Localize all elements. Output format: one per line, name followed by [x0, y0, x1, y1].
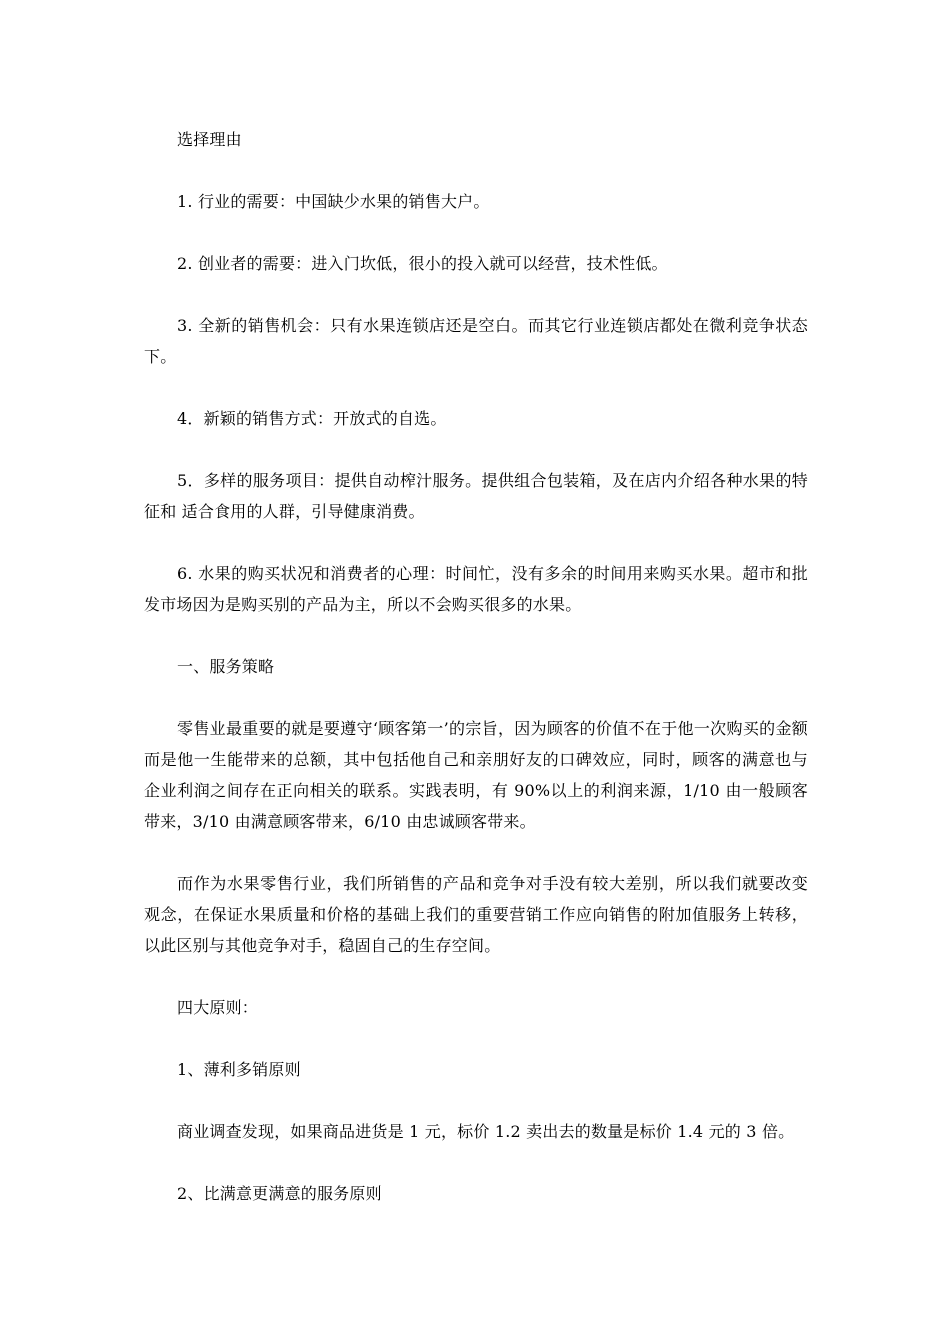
paragraph-principle-1-heading: 1、薄利多销原则 [177, 1060, 301, 1079]
paragraph-reason-5: 5．多样的服务项目：提供自动榨汁服务。提供组合包装箱，及在店内介绍各种水果的特征和 适合食用的人群，引导健康消费。 [144, 471, 808, 521]
paragraph-reason-3: 3. 全新的销售机会：只有水果连锁店还是空白。而其它行业连锁店都处在微利竞争状态下。 [144, 316, 808, 366]
paragraph-reason-4: 4．新颖的销售方式：开放式的自选。 [177, 409, 447, 428]
paragraph-four-principles-heading: 四大原则： [177, 998, 259, 1017]
paragraph-selection-reason-heading: 选择理由 [177, 130, 242, 149]
paragraph-fruit-retail: 而作为水果零售行业，我们所销售的产品和竞争对手没有较大差别，所以我们就要改变观念，在保证水果质量和价格的基础上我们的重要营销工作应向销售的附加值服务上转移，以此区别与其他竞争对手，稳固自己的生存空间。 [144, 874, 808, 955]
paragraph-service-strategy-heading: 一、服务策略 [177, 657, 275, 676]
paragraph-principle-2-heading: 2、比满意更满意的服务原则 [177, 1184, 382, 1203]
paragraph-principle-1-body: 商业调查发现，如果商品进货是 1 元，标价 1.2 卖出去的数量是标价 1.4 元的 3 倍。 [177, 1122, 795, 1141]
paragraph-reason-6: 6. 水果的购买状况和消费者的心理：时间忙，没有多余的时间用来购买水果。超市和批发市场因为是购买别的产品为主，所以不会购买很多的水果。 [144, 564, 808, 614]
paragraph-reason-1: 1. 行业的需要：中国缺少水果的销售大户。 [177, 192, 490, 211]
document-page [144, 124, 808, 1240]
paragraph-reason-2: 2. 创业者的需要：进入门坎低，很小的投入就可以经营，技术性低。 [177, 254, 668, 273]
paragraph-customer-first: 零售业最重要的就是要遵守‘顾客第一’的宗旨，因为顾客的价值不在于他一次购买的金额而是他一生能带来的总额，其中包括他自己和亲朋好友的口碑效应，同时，顾客的满意也与企业利润之间存在正向相关的联系。实践表明，有 90%以上的利润来源，1/10 由一般顾客带来，3/10 由满意顾客带来，6/10 由忠诚顾客带来。 [144, 719, 808, 831]
